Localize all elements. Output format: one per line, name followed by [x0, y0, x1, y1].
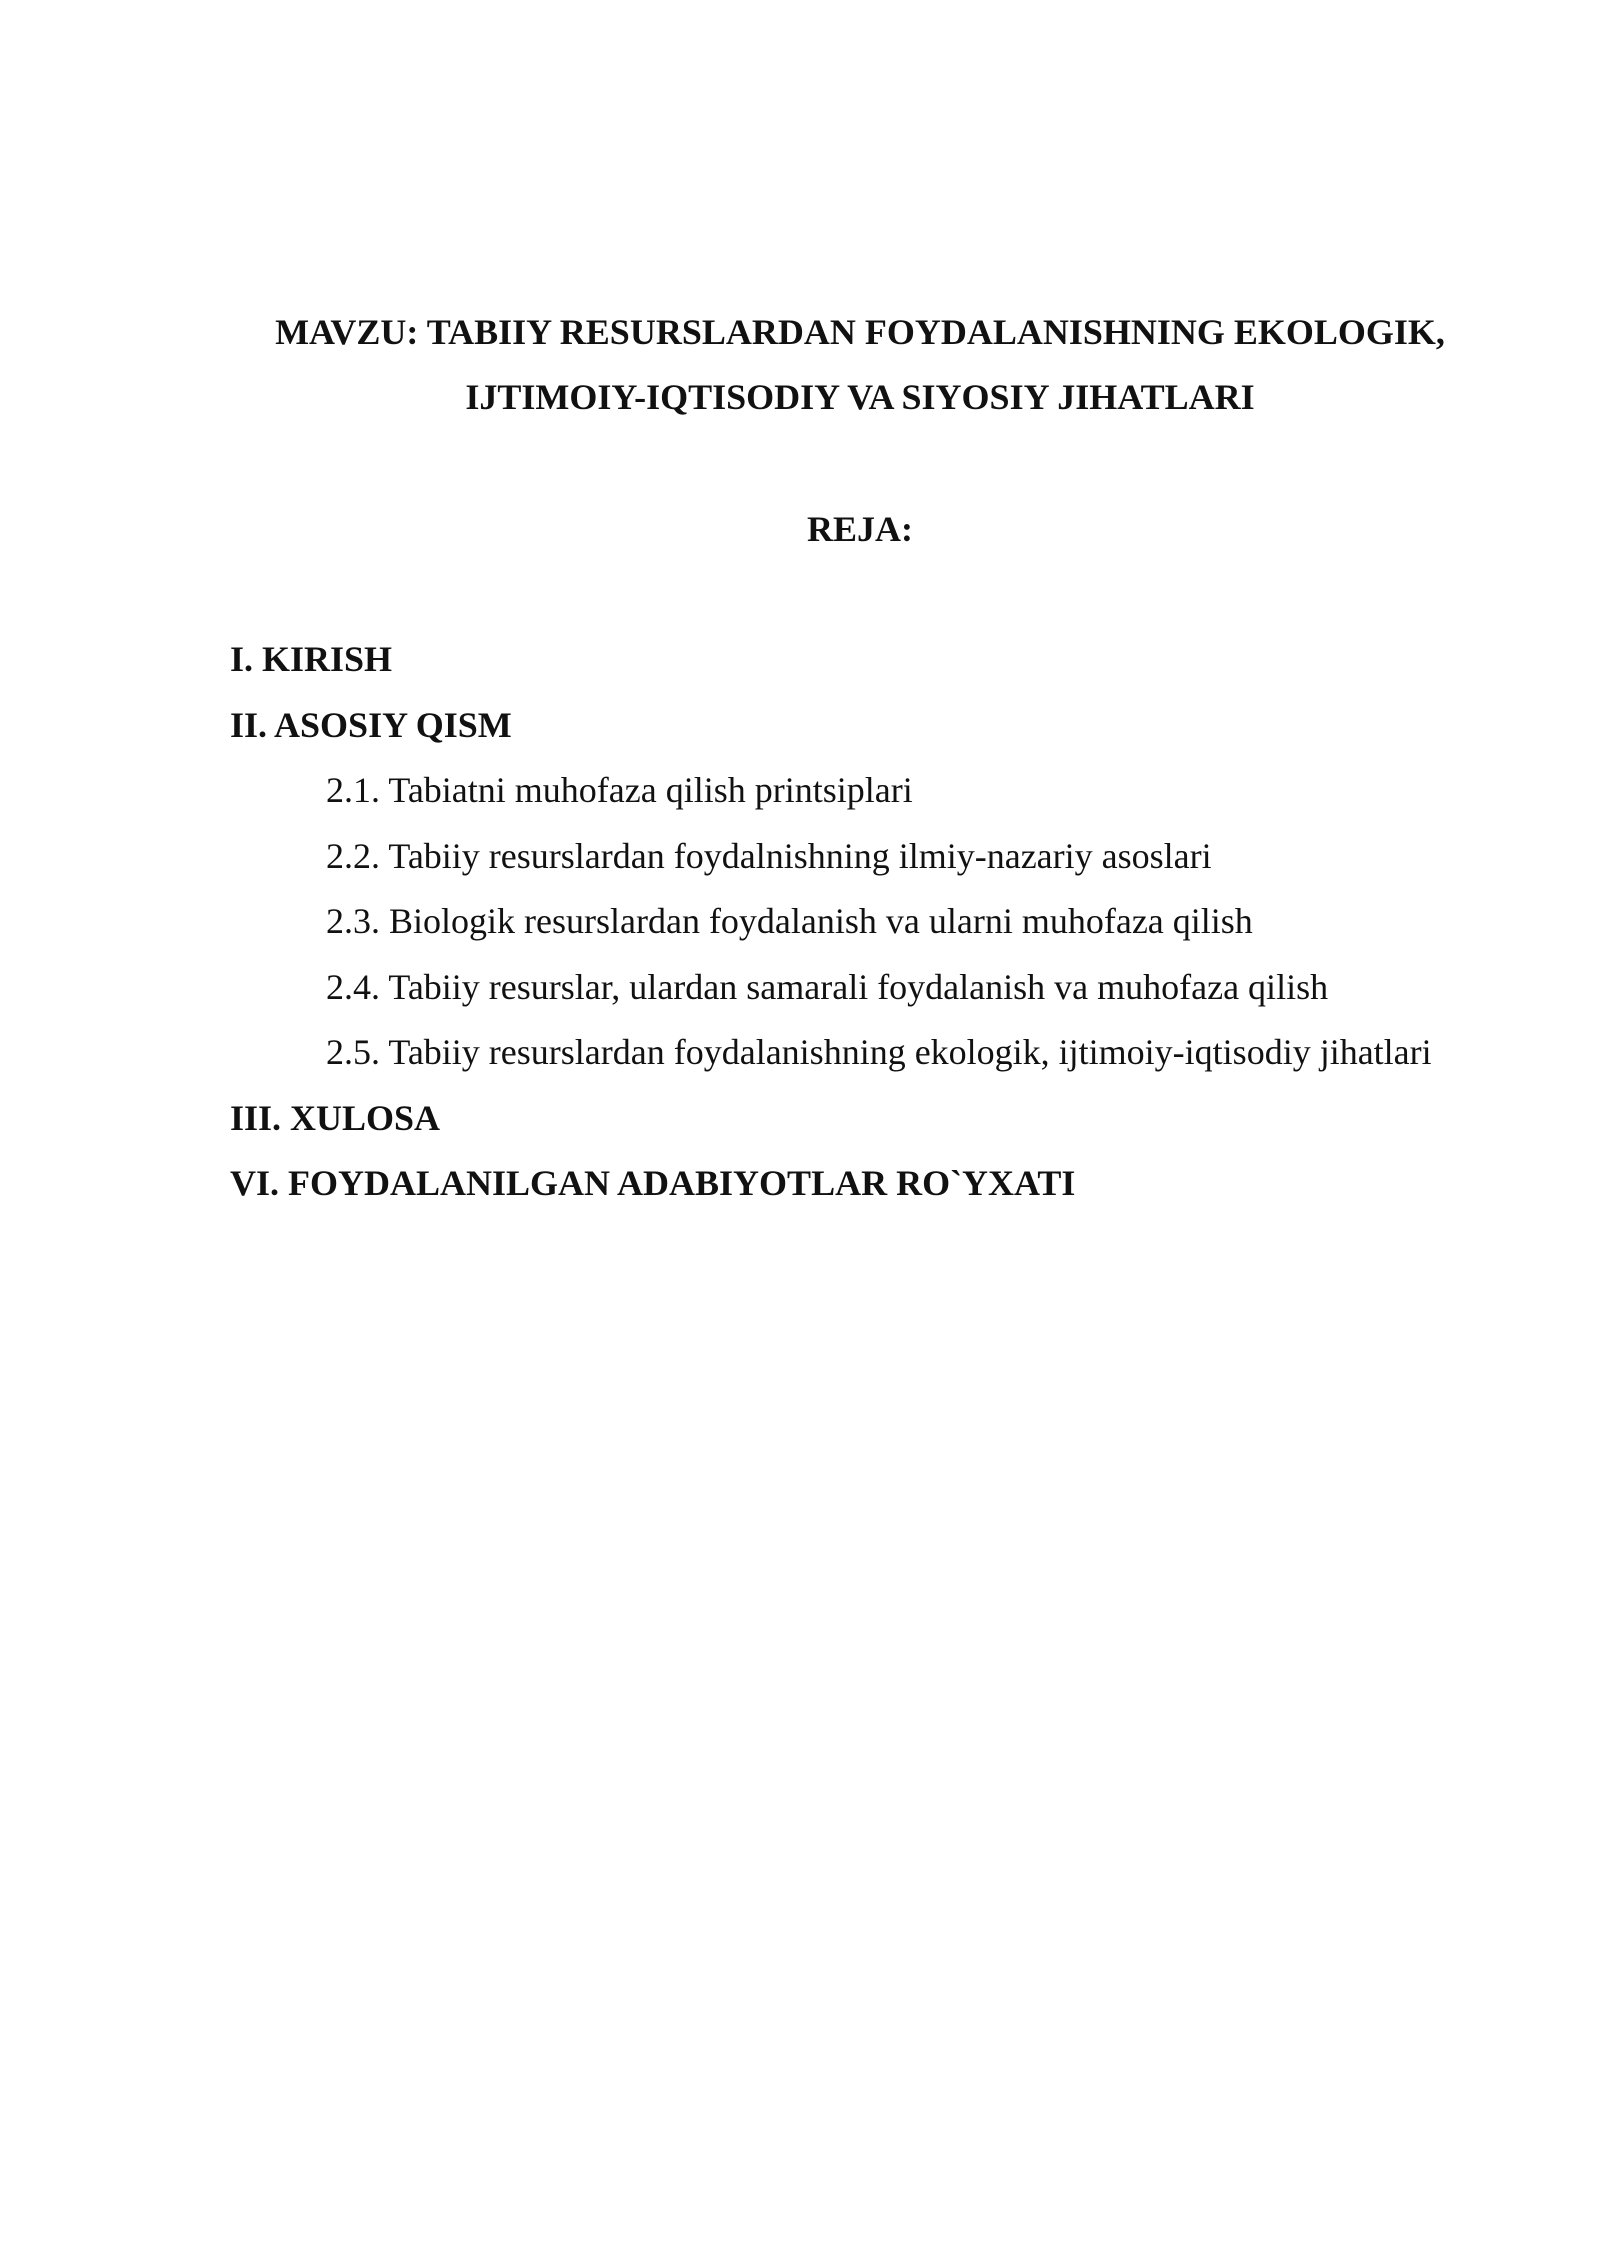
- main-subitem-2-1: 2.1. Tabiatni muhofaza qilish printsiplari: [326, 770, 913, 810]
- main-subitem-2-5: 2.5. Tabiiy resurslardan foydalanishning ekologik, ijtimoiy-iqtisodiy jihatlari: [326, 1032, 1432, 1072]
- title-line-2: IJTIMOIY-IQTISODIY VA SIYOSIY JIHATLARI: [465, 377, 1255, 417]
- section-conclusion: III. XULOSA: [230, 1097, 441, 1138]
- main-subitem-2-2: 2.2. Tabiiy resurslardan foydalnishning ilmiy-nazariy asoslari: [326, 835, 1212, 876]
- main-subitem-2-3: 2.3. Biologik resurslardan foydalanish va ularni muhofaza qilish: [326, 901, 1253, 941]
- section-references: VI. FOYDALANILGAN ADABIYOTLAR RO`YXATI: [230, 1163, 1076, 1203]
- plan-outline: [230, 627, 1570, 1217]
- section-intro: I. KIRISH: [230, 639, 393, 679]
- plan-heading: REJA:: [807, 509, 913, 549]
- title-line-1: MAVZU: TABIIY RESURSLARDAN FOYDALANISHNING EKOLOGIK,: [275, 312, 1445, 352]
- main-subitem-2-4: 2.4. Tabiiy resurslar, ulardan samarali foydalanish va muhofaza qilish: [326, 966, 1329, 1007]
- document-title: [160, 300, 1560, 430]
- section-main: II. ASOSIY QISM: [230, 704, 512, 745]
